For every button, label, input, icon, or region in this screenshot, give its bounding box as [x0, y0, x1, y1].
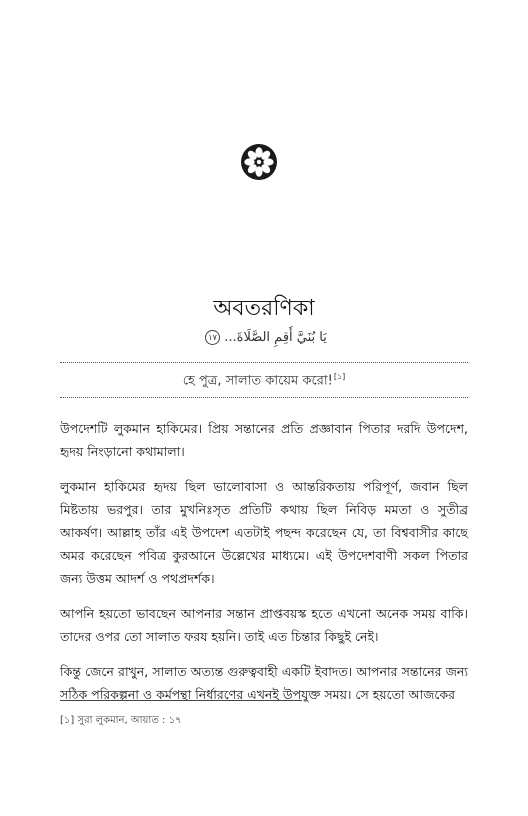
paragraph: কিন্তু জেনে রাখুন, সালাত অত্যন্ত গুরুত্ববাহী একটি ইবাদত। আপনার সন্তানের জন্য সঠিক পরিকল্পনা ও কর্মপন্থা নির্ধারণের এখনই উপযুক্ত সময়। সে হয়তো আজকের	[60, 664, 468, 702]
translation-text: হে পুত্র, সালাত কায়েম করো!	[182, 373, 333, 389]
dotted-divider-bottom	[60, 397, 468, 398]
paragraph: আপনি হয়তো ভাবছেন আপনার সন্তান প্রাপ্তবয়স্ক হতে এখনো অনেক সময় বাকি। তাদের ওপর তো সালাত ফরয হয়নি। তাই এত চিন্তার কিছুই নেই।	[60, 606, 468, 644]
dotted-divider-top	[60, 362, 468, 363]
body-text	[60, 417, 468, 718]
verse-arabic-text: يَا بُنَيَّ أَقِمِ الصَّلَاةَ...	[224, 330, 327, 345]
footnote-divider	[60, 700, 302, 701]
chapter-title: অবতরণিকা	[213, 295, 315, 321]
paragraph: উপদেশটি লুকমান হাকিমের। প্রিয় সন্তানের প্রতি প্রজ্ঞাবান পিতার দরদি উপদেশ, হৃদয় নিংড়ানো কথামালা।	[60, 421, 468, 459]
verse-number-badge: ١٧	[205, 330, 220, 345]
footnote-reference[interactable]: [১]	[333, 372, 346, 381]
verse-translation	[0, 371, 528, 392]
quran-verse	[0, 330, 528, 345]
eight-petal-flower-icon	[240, 143, 278, 181]
footnote: [১] সুরা লুকমান, আয়াত : ১৭	[60, 715, 182, 726]
paragraph: লুকমান হাকিমের হৃদয় ছিল ভালোবাসা ও আন্তরিকতায় পরিপূর্ণ, জবান ছিল মিষ্টতায় ভরপুর। তার মুখনিঃসৃত প্রতিটি কথায় ছিল নিবিড় মমতা ও সুতীব্র আকর্ষণ। আল্লাহ তাঁর এই উপদেশ এতটাই পছন্দ করেছেন যে, তা বিশ্ববাসীর কাছে অমর করেছেন পবিত্র কুরআনে উল্লেখের মাধ্যমে। এই উপদেশবাণী সকল পিতার জন্য উত্তম আদর্শ ও পথপ্রদর্শক।	[60, 479, 468, 586]
